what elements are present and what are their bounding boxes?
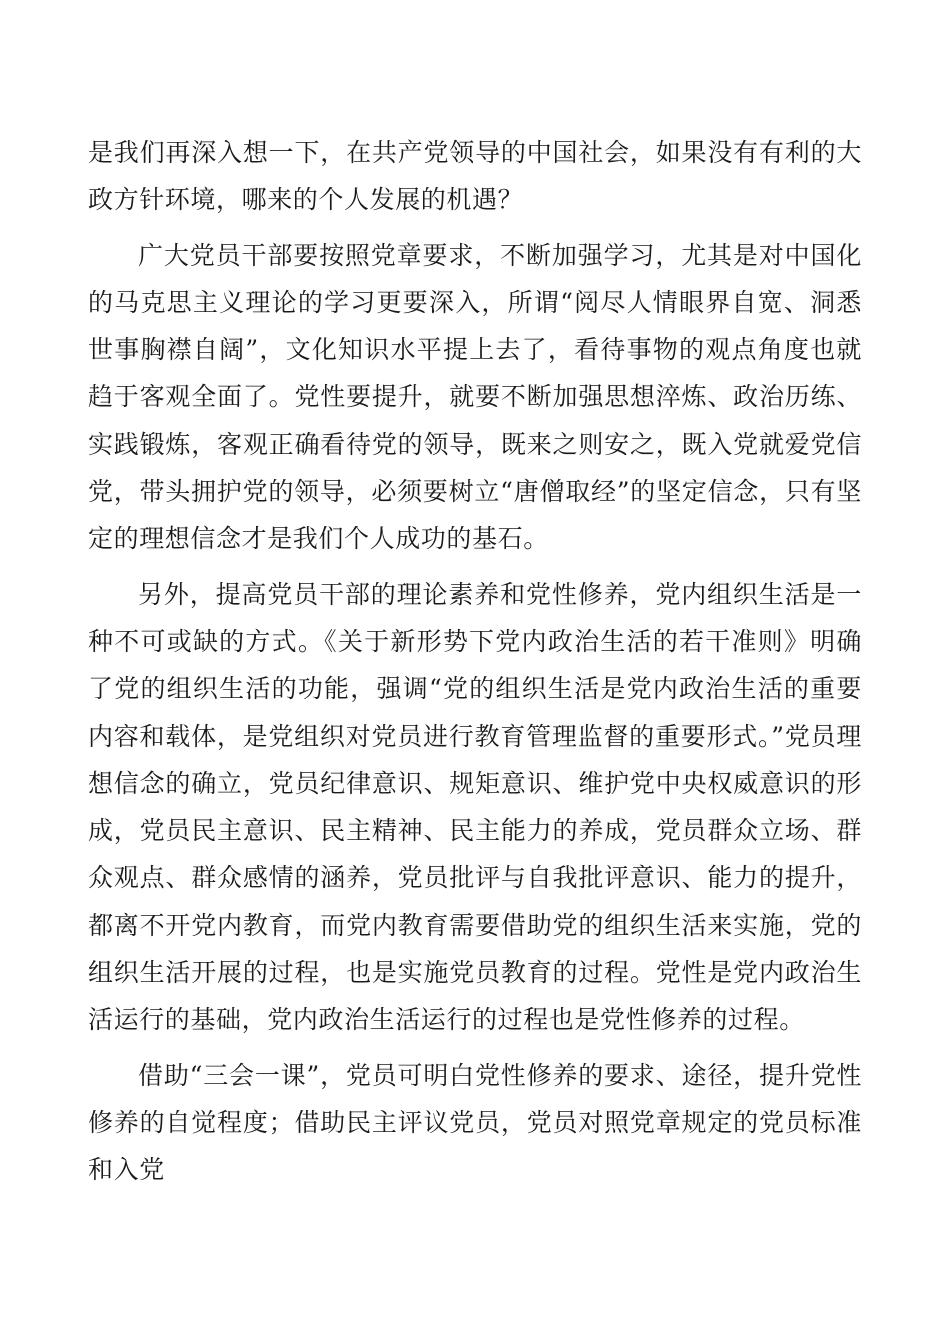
document-body (88, 129, 862, 1202)
paragraph-three-meetings: 借助“三会一课”，党员可明白党性修养的要求、途径，提升党性修养的自觉程度；借助民主评议党员，党员对照党章规定的党员标准和入党 (88, 1060, 862, 1185)
paragraph-continued: 是我们再深入想一下，在共产党领导的中国社会，如果没有有利的大政方针环境，哪来的个人发展的机遇？ (88, 138, 862, 215)
paragraph-organization-life: 另外，提高党员干部的理论素养和党性修养，党内组织生活是一种不可或缺的方式。《关于新形势下党内政治生活的若干准则》明确了党的组织生活的功能，强调“党的组织生活是党内政治生活的重要内容和载体，是党组织对党员进行教育管理监督的重要形式。”党员理想信念的确立，党员纪律意识、规矩意识、维护党中央权威意识的形成，党员民主意识、民主精神、民主能力的养成，党员群众立场、群众观点、群众感情的涵养，党员批评与自我批评意识、能力的提升，都离不开党内教育，而党内教育需要借助党的组织生活来实施，党的组织生活开展的过程，也是实施党员教育的过程。党性是党内政治生活运行的基础，党内政治生活运行的过程也是党性修养的过程。 (88, 579, 862, 1035)
paragraph-study: 广大党员干部要按照党章要求，不断加强学习，尤其是对中国化的马克思主义理论的学习更要深入，所谓“阅尽人情眼界自宽、洞悉世事胸襟自阔”，文化知识水平提上去了，看待事物的观点角度也就趋于客观全面了。党性要提升，就要不断加强思想淬炼、政治历练、实践锻炼，客观正确看待党的领导，既来之则安之，既入党就爱党信党，带头拥护党的领导，必须要树立“唐僧取经”的坚定信念，只有坚定的理想信念才是我们个人成功的基石。 (88, 240, 862, 554)
